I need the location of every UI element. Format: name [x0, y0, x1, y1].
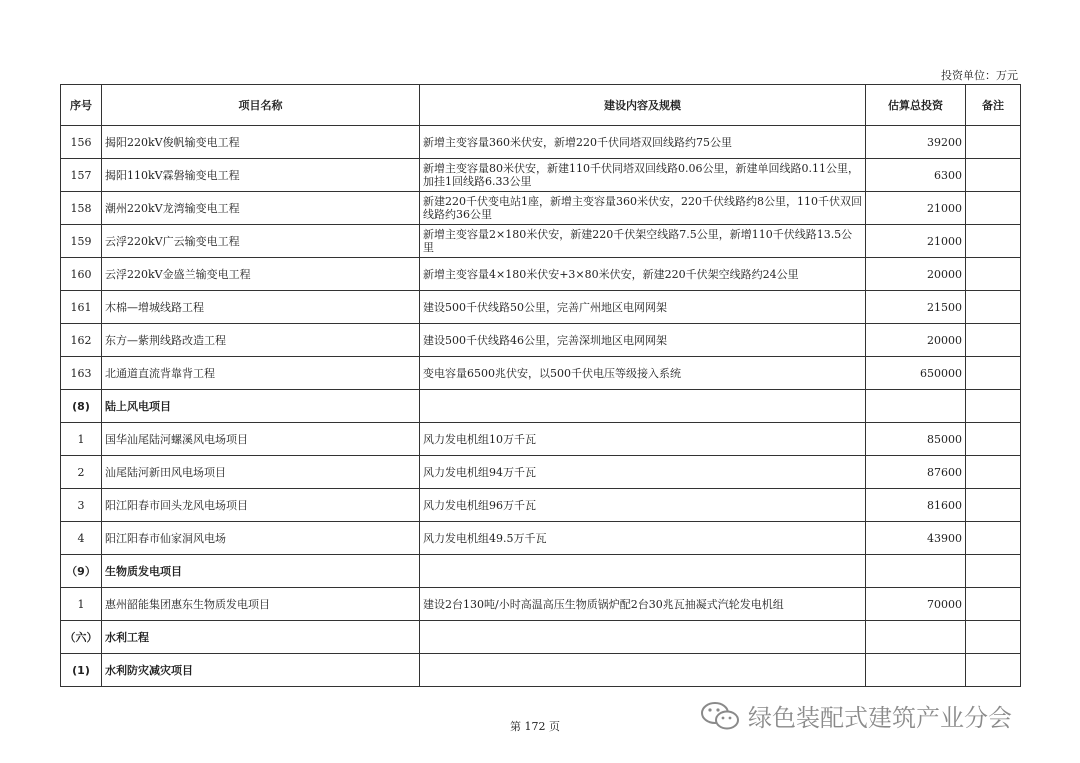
cell-note [966, 621, 1021, 654]
investment-unit-label: 投资单位：万元 [941, 69, 1018, 82]
cell-note [966, 258, 1021, 291]
cell-project-name: 揭阳220kV俊帆输变电工程 [102, 126, 420, 159]
column-header-seq: 序号 [61, 85, 102, 126]
cell-seq: （9） [61, 555, 102, 588]
cell-amount: 43900 [866, 522, 966, 555]
cell-amount: 21000 [866, 225, 966, 258]
cell-content [420, 621, 866, 654]
cell-project-name: 揭阳110kV霖磐输变电工程 [102, 159, 420, 192]
table-body [61, 126, 1021, 687]
cell-project-name: 阳江阳春市仙家洞风电场 [102, 522, 420, 555]
cell-note [966, 654, 1021, 687]
page-number: 第 172 页 [510, 720, 560, 733]
cell-seq: (1) [61, 654, 102, 687]
table-header-row [61, 85, 1021, 126]
cell-project-name: 阳江阳春市回头龙风电场项目 [102, 489, 420, 522]
cell-note [966, 522, 1021, 555]
cell-note [966, 159, 1021, 192]
table-row [61, 456, 1021, 489]
watermark [700, 698, 1012, 733]
cell-seq: 163 [61, 357, 102, 390]
cell-note [966, 489, 1021, 522]
cell-content [420, 654, 866, 687]
cell-amount: 87600 [866, 456, 966, 489]
cell-note [966, 192, 1021, 225]
column-header-content: 建设内容及规模 [420, 85, 866, 126]
cell-seq: 158 [61, 192, 102, 225]
table-row [61, 588, 1021, 621]
cell-note [966, 291, 1021, 324]
cell-project-name: 惠州韶能集团惠东生物质发电项目 [102, 588, 420, 621]
section-row [61, 390, 1021, 423]
section-row [61, 654, 1021, 687]
cell-content: 新增主变容量80米伏安，新建110千伏同塔双回线路0.06公里，新建单回线路0.11公里，加挂1回线路6.33公里 [420, 159, 866, 192]
cell-project-name: 潮州220kV龙湾输变电工程 [102, 192, 420, 225]
table-row [61, 489, 1021, 522]
table-row [61, 225, 1021, 258]
cell-content: 风力发电机组10万千瓦 [420, 423, 866, 456]
cell-amount: 6300 [866, 159, 966, 192]
table-row [61, 159, 1021, 192]
cell-amount: 81600 [866, 489, 966, 522]
section-row [61, 621, 1021, 654]
cell-note [966, 390, 1021, 423]
column-header-name: 项目名称 [102, 85, 420, 126]
cell-seq: 160 [61, 258, 102, 291]
cell-note [966, 357, 1021, 390]
cell-project-name: 水利防灾减灾项目 [102, 654, 420, 687]
cell-amount: 650000 [866, 357, 966, 390]
cell-content: 风力发电机组49.5万千瓦 [420, 522, 866, 555]
cell-note [966, 225, 1021, 258]
cell-seq: (8) [61, 390, 102, 423]
cell-content [420, 390, 866, 423]
cell-amount [866, 555, 966, 588]
cell-project-name: 汕尾陆河新田风电场项目 [102, 456, 420, 489]
cell-project-name: 东方—紫荆线路改造工程 [102, 324, 420, 357]
project-table [60, 84, 1021, 687]
table-row [61, 126, 1021, 159]
cell-content: 建设2台130吨/小时高温高压生物质锅炉配2台30兆瓦抽凝式汽轮发电机组 [420, 588, 866, 621]
cell-amount: 20000 [866, 324, 966, 357]
cell-amount [866, 390, 966, 423]
table-row [61, 423, 1021, 456]
watermark-text: 绿色装配式建筑产业分会 [748, 704, 1012, 732]
cell-note [966, 324, 1021, 357]
cell-project-name: 木棉—增城线路工程 [102, 291, 420, 324]
table-row [61, 192, 1021, 225]
cell-content: 新建220千伏变电站1座，新增主变容量360米伏安，220千伏线路约8公里，110千伏双回线路约36公里 [420, 192, 866, 225]
cell-seq: 1 [61, 423, 102, 456]
cell-note [966, 423, 1021, 456]
cell-seq: 157 [61, 159, 102, 192]
cell-seq: 4 [61, 522, 102, 555]
cell-content: 建设500千伏线路46公里，完善深圳地区电网网架 [420, 324, 866, 357]
cell-amount [866, 654, 966, 687]
cell-seq: 1 [61, 588, 102, 621]
cell-note [966, 126, 1021, 159]
cell-seq: 3 [61, 489, 102, 522]
table-row [61, 522, 1021, 555]
cell-content: 建设500千伏线路50公里，完善广州地区电网网架 [420, 291, 866, 324]
cell-project-name: 水利工程 [102, 621, 420, 654]
cell-project-name: 云浮220kV金盛兰输变电工程 [102, 258, 420, 291]
cell-project-name: 生物质发电项目 [102, 555, 420, 588]
cell-note [966, 588, 1021, 621]
cell-content [420, 555, 866, 588]
cell-project-name: 国华汕尾陆河螺溪风电场项目 [102, 423, 420, 456]
cell-content: 风力发电机组94万千瓦 [420, 456, 866, 489]
cell-project-name: 陆上风电项目 [102, 390, 420, 423]
cell-amount: 21000 [866, 192, 966, 225]
cell-amount: 21500 [866, 291, 966, 324]
cell-seq: 162 [61, 324, 102, 357]
cell-amount: 70000 [866, 588, 966, 621]
column-header-note: 备注 [966, 85, 1021, 126]
cell-content: 新增主变容量2×180米伏安，新建220千伏架空线路7.5公里，新增110千伏线路13.5公里 [420, 225, 866, 258]
cell-seq: （六） [61, 621, 102, 654]
table-row [61, 357, 1021, 390]
cell-seq: 159 [61, 225, 102, 258]
table-row [61, 258, 1021, 291]
cell-seq: 161 [61, 291, 102, 324]
table-row [61, 324, 1021, 357]
cell-content: 变电容量6500兆伏安，以500千伏电压等级接入系统 [420, 357, 866, 390]
cell-seq: 2 [61, 456, 102, 489]
cell-amount: 85000 [866, 423, 966, 456]
section-row [61, 555, 1021, 588]
cell-amount [866, 621, 966, 654]
wechat-logo-icon [700, 701, 740, 731]
cell-content: 风力发电机组96万千瓦 [420, 489, 866, 522]
table-row [61, 291, 1021, 324]
cell-content: 新增主变容量360米伏安，新增220千伏同塔双回线路约75公里 [420, 126, 866, 159]
cell-project-name: 云浮220kV广云输变电工程 [102, 225, 420, 258]
column-header-amount: 估算总投资 [866, 85, 966, 126]
cell-content: 新增主变容量4×180米伏安+3×80米伏安，新建220千伏架空线路约24公里 [420, 258, 866, 291]
cell-project-name: 北通道直流背靠背工程 [102, 357, 420, 390]
cell-amount: 20000 [866, 258, 966, 291]
cell-note [966, 555, 1021, 588]
cell-amount: 39200 [866, 126, 966, 159]
cell-note [966, 456, 1021, 489]
cell-seq: 156 [61, 126, 102, 159]
